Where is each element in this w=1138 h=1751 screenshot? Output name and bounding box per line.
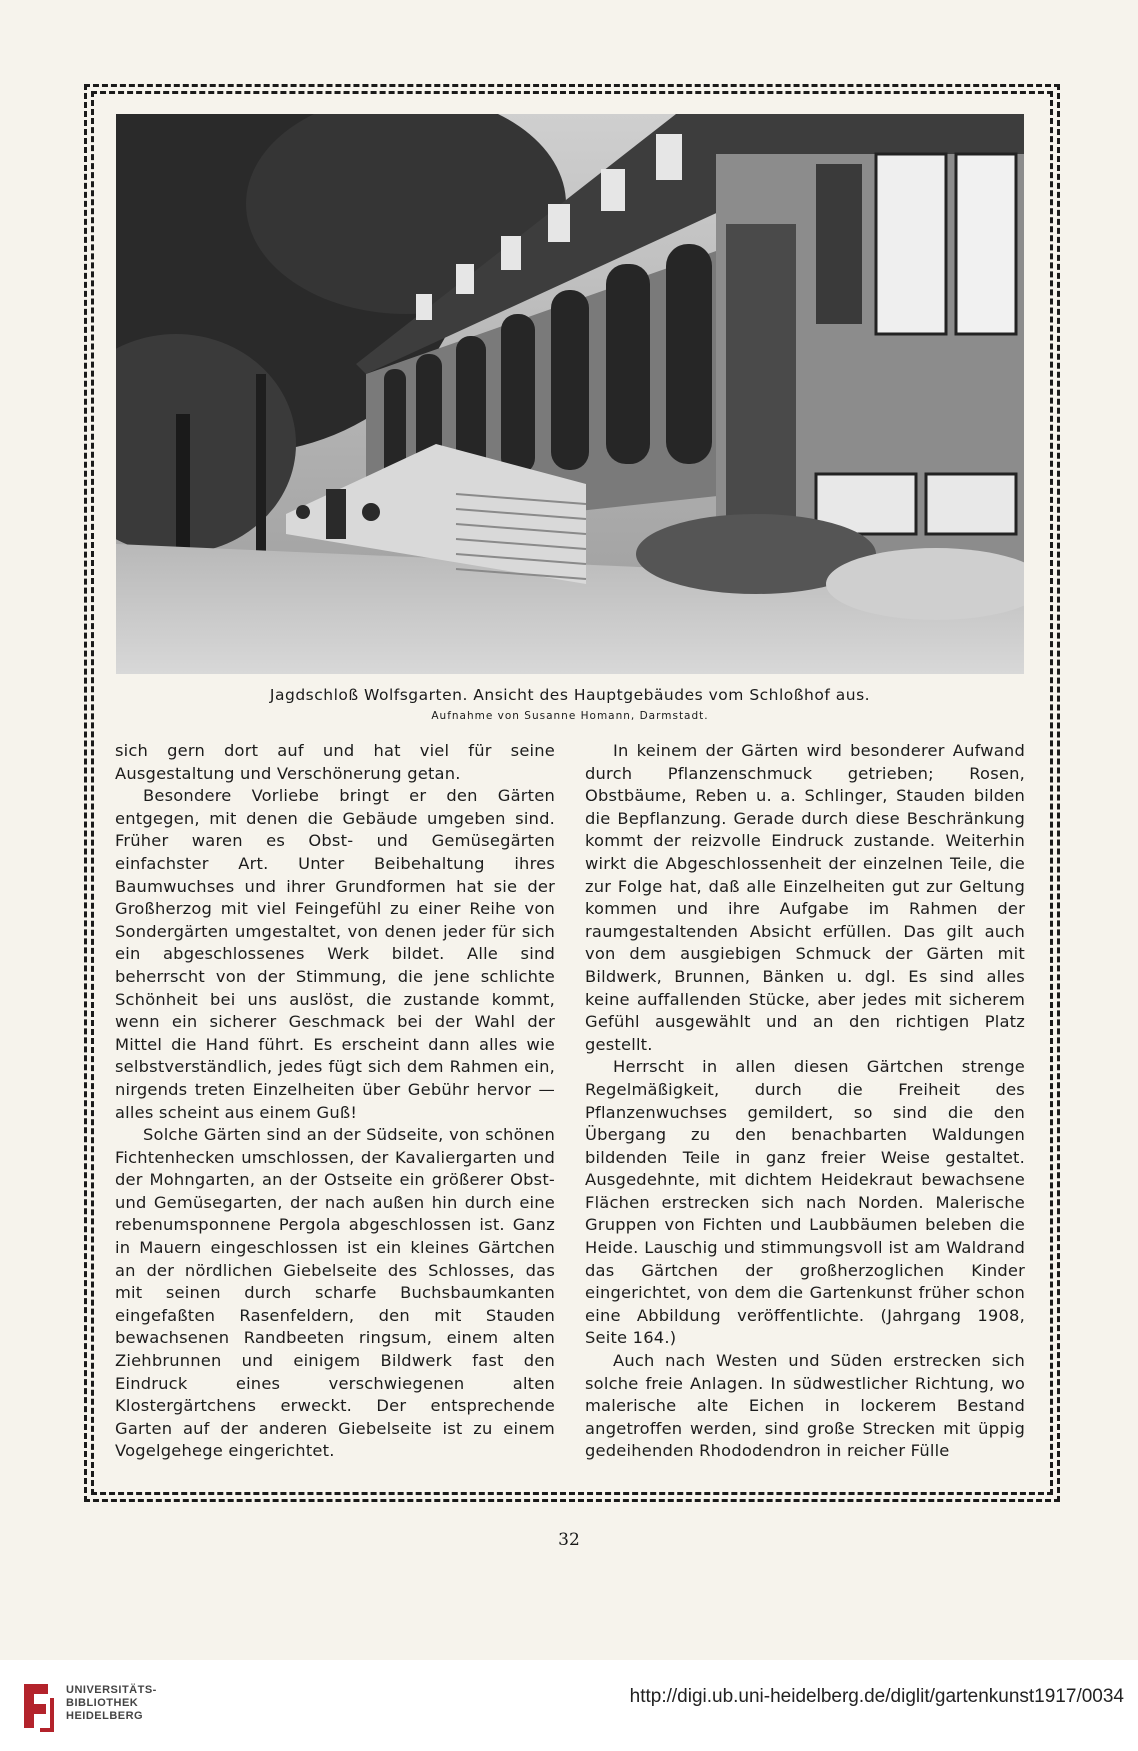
paragraph: In keinem der Gärten wird besonderer Aufwand durch Pflanzenschmuck getrieben; Rosen, Obstbäume, Reben u. a. Schlinger, Stauden bilden die Bepflanzung. Gerade durch diese Beschränkung kommt der reizvolle Eindruck zustande. Weiterhin wirkt die Abgeschlossenheit der einzelnen Teile, die zur Folge hat, daß alle Einzelheiten gut zur Geltung kommen und ihre Aufgabe im Rahmen der raumgestaltenden Absicht erfüllen. Das gilt auch von dem ausgiebigen Schmuck der Gärten mit Bildwerk, Brunnen, Bänken u. dgl. Es sind alles keine auffallenden Stücke, aber jedes mit sicherem Gefühl ausgewählt und an den richtigen Platz gestellt. <box>585 741 1025 1054</box>
paragraph: Solche Gärten sind an der Südseite, von schönen Fichtenhecken umschlossen, der Kavaliergarten und der Mohngarten, an der Ostseite ein größerer Obst- und Gemüsegarten, der nach außen hin durch eine rebenumsponnene Pergola abgeschlossen ist. Ganz in Mauern eingeschlossen ist ein kleines Gärtchen an der nördlichen Giebelseite des Schlosses, das mit seinen durch scharfe Buchsbaumkanten eingefaßten Rasenfeldern, den mit Stauden bewachsenen Randbeeten ringsum, einem alten Ziehbrunnen und einigem Bildwerk fast den Eindruck eines verschwiegenen alten Klostergärtchens erweckt. Der entsprechende Garten auf der anderen Giebelseite ist zu einem Vogelgehege eingerichtet. <box>115 1125 555 1461</box>
paragraph: Herrscht in allen diesen Gärtchen strenge Regelmäßigkeit, durch die Freiheit des Pflanzenwuchses gemildert, so sind die den Übergang zu den benachbarten Waldungen bildenden Teile in ganz freier Weise gestaltet. Ausgedehnte, mit dichtem Heidekraut bewachsene Flächen erstrecken sich nach Norden. Malerische Gruppen von Fichten und Laubbäumen beleben die Heide. Lauschig und stimmungsvoll ist am Waldrand das Gärtchen der großherzoglichen Kinder eingerichtet, von dem die Gartenkunst früher schon eine Abbildung veröffentlichte. (Jahrgang 1908, Seite 164.) <box>585 1057 1025 1348</box>
text-column-right <box>585 740 1025 1463</box>
library-logo-icon <box>20 1678 56 1734</box>
page-number: 32 <box>558 1530 580 1550</box>
paragraph: Auch nach Westen und Süden erstrecken sich solche freie Anlagen. In südwestlicher Richtung, wo malerische alte Eichen in lockerem Bestand angetroffen werden, sind große Strecken mit üppig gedeihenden Rhododendron in reicher Fülle <box>585 1351 1025 1461</box>
paragraph: Besondere Vorliebe bringt er den Gärten entgegen, mit denen die Gebäude umgeben sind. Früher waren es Obst- und Gemüsegärten einfachster Art. Unter Beibehaltung ihres Baumwuchses und ihrer Grundformen hat sie der Großherzog mit viel Feingefühl zu einer Reihe von Sondergärten umgestaltet, von denen jeder für sich ein abgeschlossenes Werk bildet. Alle sind beherrscht von der Stimmung, die jene schlichte Schönheit bei uns auslöst, die zustande kommt, wenn ein sicherer Geschmack bei der Wahl der Mittel die Hand führt. Es erscheint dann alles wie selbstverständlich, jedes fügt sich dem Rahmen ein, nirgends treten Einzelheiten über Gebühr hervor — alles scheint aus einem Guß! <box>115 786 555 1122</box>
text-column-left <box>115 740 555 1463</box>
permalink-url[interactable]: http://digi.ub.uni-heidelberg.de/diglit/gartenkunst1917/0034 <box>629 1686 1124 1707</box>
library-name: UNIVERSITÄTS- BIBLIOTHEK HEIDELBERG <box>66 1684 157 1722</box>
photograph-hunting-lodge <box>116 114 1024 674</box>
photo-caption <box>116 686 1024 722</box>
viewer-footer <box>0 1660 1138 1751</box>
caption-credit: Aufnahme von Susanne Homann, Darmstadt. <box>431 710 709 722</box>
caption-title: Jagdschloß Wolfsgarten. Ansicht des Hauptgebäudes vom Schloßhof aus. <box>269 686 871 704</box>
paragraph: sich gern dort auf und hat viel für seine Ausgestaltung und Verschönerung getan. <box>115 741 555 783</box>
